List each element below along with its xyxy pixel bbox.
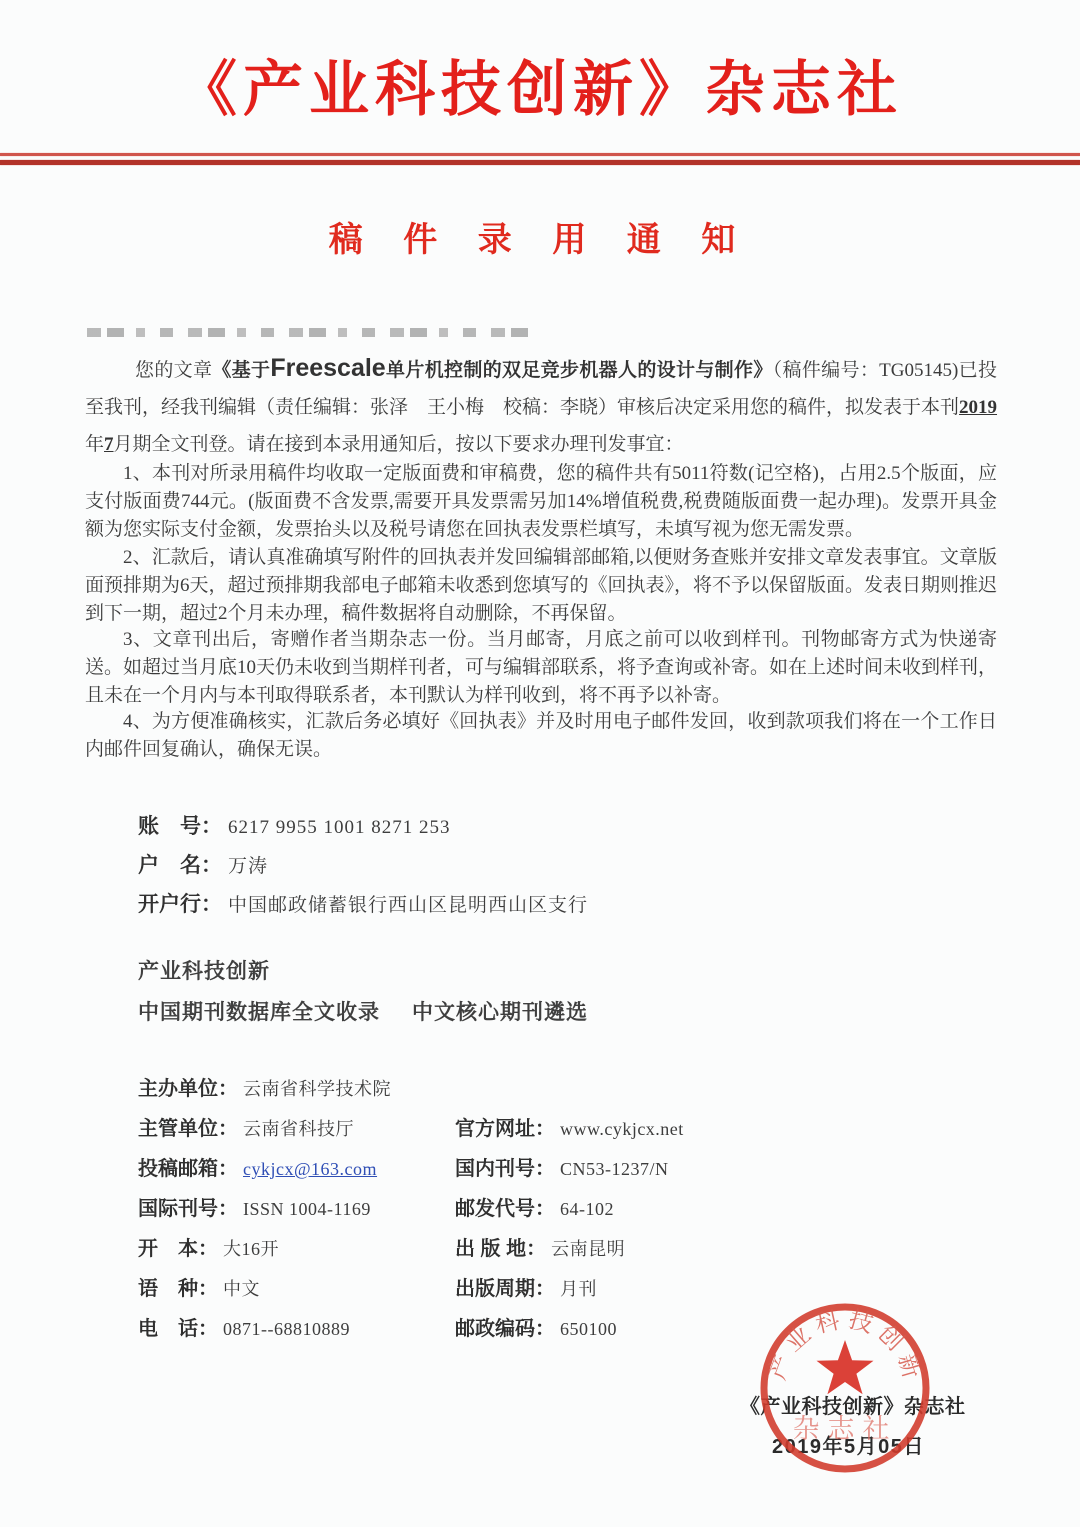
account-bank-label: 开户行： [138, 893, 222, 916]
journal-blurb [138, 955, 588, 1037]
account-holder-row [138, 849, 588, 888]
seal-bottom-text: 杂志社 [792, 1414, 898, 1444]
zip-code-value: 650100 [560, 1319, 617, 1339]
info-row-email-cn-issn [138, 1152, 978, 1192]
intro-prefix: 您的文章 [135, 360, 213, 381]
language-label: 语 种： [138, 1278, 218, 1300]
notice-item-4: 4、为方便准确核实，汇款后务必填好《回执表》并及时用电子邮件发回，收到款项我们将在一个工作日内邮件回复确认，确保无误。 [85, 711, 997, 760]
info-row-sponsor [138, 1072, 978, 1112]
publish-cycle-value: 月刊 [560, 1279, 597, 1299]
account-bank-row [138, 888, 588, 927]
info-row-issn-postcode [138, 1192, 978, 1232]
supervisor-value: 云南省科技厅 [243, 1119, 354, 1139]
bank-account-block [138, 810, 588, 927]
intro-after-title: （稿件编号：TG05145)已投至我刊，经我刊编辑（责任编辑：张泽 王小梅 校稿：李晓）审核后决定采用您的稿件，拟发表于本刊 [85, 360, 997, 418]
website-label: 官方网址： [455, 1118, 555, 1140]
publish-place-label: 出 版 地： [455, 1238, 547, 1260]
info-row-supervisor-website [138, 1112, 978, 1152]
publish-year-unit: 年 [85, 434, 105, 455]
intl-issn-label: 国际刊号： [138, 1198, 238, 1220]
index-database: 中国期刊数据库全文收录 [138, 1001, 380, 1024]
notice-item-3: 3、文章刊出后，寄赠作者当期杂志一份。当月邮寄，月底之前可以收到样刊。刊物邮寄方式为快递寄送。如超过当月底10天仍未收到当期样刊者，可与编辑部联系，将予查询或补寄。如在上述时间未收到样刊，且未在一个月内与本刊取得联系者，本刊默认为样刊收到，将不再予以补寄。 [85, 629, 998, 706]
account-holder-label: 户 名： [138, 854, 222, 877]
publish-year: 2019 [959, 397, 998, 418]
publish-cycle-label: 出版周期： [455, 1278, 555, 1300]
phone-value: 0871--68810889 [223, 1319, 350, 1339]
manuscript-title-pre: 《基于 [212, 360, 271, 381]
phone-label: 电 话： [138, 1318, 218, 1340]
notice-item-2: 2、汇款后，请认真准确填写附件的回执表并发回编辑部邮箱,以便财务查账并安排文章发表事宜。文章版面预排期为6天，超过预排期我部电子邮箱未收悉到您填写的《回执表》，将不予以保留版面。发表日期则推迟到下一期，超过2个月未办理，稿件数据将自动删除，不再保留。 [85, 547, 998, 624]
supervisor-label: 主管单位： [138, 1118, 238, 1140]
format-label: 开 本： [138, 1238, 218, 1260]
language-value: 中文 [223, 1279, 260, 1299]
notice-title: 稿 件 录 用 通 知 [328, 222, 752, 259]
sponsor-value: 云南省科学技术院 [243, 1079, 391, 1099]
account-holder-value: 万涛 [228, 856, 269, 877]
intl-issn-value: ISSN 1004-1169 [243, 1199, 371, 1219]
official-seal-stamp [757, 1300, 933, 1476]
format-value: 大16开 [223, 1239, 279, 1259]
publish-month: 7 [104, 434, 114, 455]
sponsor-label: 主办单位： [138, 1078, 238, 1100]
journal-name-line [138, 955, 588, 996]
header-rule-thin [0, 153, 1080, 156]
zip-code-label: 邮政编码： [455, 1318, 555, 1340]
journal-name: 产业科技创新 [138, 960, 270, 983]
footer-date: 2019年5月05日 [772, 1436, 925, 1458]
index-core: 中文核心期刊遴选 [412, 1001, 588, 1024]
footer-signature: 《产业科技创新》杂志社 [740, 1396, 966, 1418]
account-number-row [138, 810, 588, 849]
manuscript-title-post: 单片机控制的双足竞步机器人的设计与制作》 [385, 360, 773, 381]
postal-code-value: 64-102 [560, 1199, 614, 1219]
manuscript-title-english: Freescale [270, 354, 386, 382]
website-value: www.cykjcx.net [560, 1119, 684, 1139]
clipped-text-remnant [87, 328, 539, 337]
domestic-issn-label: 国内刊号： [455, 1158, 555, 1180]
submission-email-label: 投稿邮箱： [138, 1158, 238, 1180]
intro-tail: 月期全文刊登。请在接到本录用通知后，按以下要求办理刊发事宜： [113, 434, 684, 455]
seal-ring-text: 产业科技创新 [763, 1305, 927, 1388]
seal-star-icon [817, 1340, 874, 1394]
header-rule-thick [0, 160, 1080, 165]
account-number-label: 账 号： [138, 815, 222, 838]
intro-paragraph [85, 350, 997, 463]
journal-title: 《产业科技创新》杂志社 [177, 57, 903, 123]
postal-code-label: 邮发代号： [455, 1198, 555, 1220]
submission-email-link[interactable]: cykjcx@163.com [243, 1159, 378, 1179]
domestic-issn-value: CN53-1237/N [560, 1159, 669, 1179]
notice-item-1: 1、本刊对所录用稿件均收取一定版面费和审稿费，您的稿件共有5011符数(记空格)，占用2.5个版面，应支付版面费744元。(版面费不含发票,需要开具发票需另加14%增值税费,税费随版面费一起办理)。发票开具金额为您实际支付金额，发票抬头以及税号请您在回执表发票栏填写，未填写视为您无需发票。 [85, 463, 997, 540]
journal-index-line [138, 996, 588, 1037]
info-row-format-place [138, 1232, 978, 1272]
account-bank-value: 中国邮政储蓄银行西山区昆明西山区支行 [228, 895, 589, 916]
account-number-value: 6217 9955 1001 8271 253 [228, 817, 451, 838]
publish-place-value: 云南昆明 [551, 1239, 626, 1259]
